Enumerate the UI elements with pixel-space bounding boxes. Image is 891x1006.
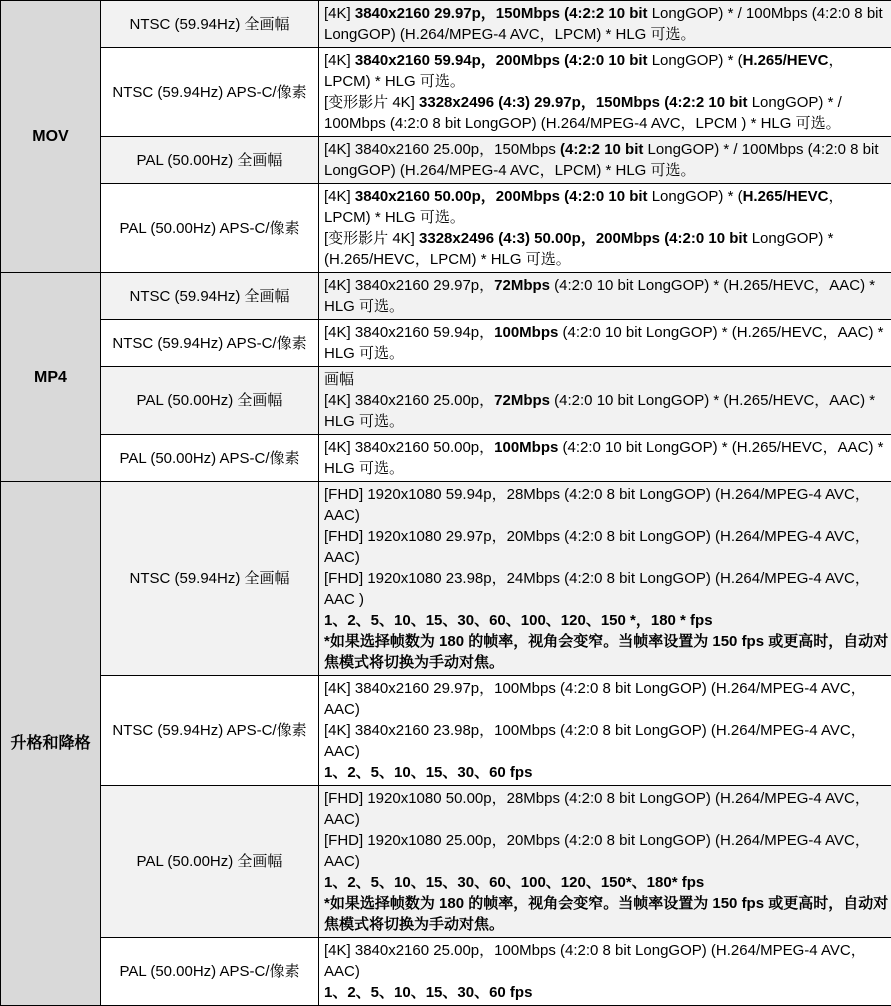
spec-cell [319,367,891,435]
spec-line: [变形影片 4K] 3328x2496 (4:3) 50.00p，200Mbps (4:2:0 10 bit LongGOP) * (H.265/HEVC，LPCM) * HLG 可选。 [324,228,889,270]
spec-line: [4K] 3840x2160 50.00p，100Mbps (4:2:0 10 bit LongGOP) * (H.265/HEVC，AAC) * HLG 可选。 [324,437,889,479]
table-row [1,184,891,273]
spec-cell [319,938,891,1006]
spec-cell [319,435,891,482]
mode-cell: PAL (50.00Hz) 全画幅 [101,367,319,435]
spec-line: [FHD] 1920x1080 25.00p，20Mbps (4:2:0 8 bit LongGOP) (H.264/MPEG-4 AVC，AAC) [324,830,889,872]
table-row [1,482,891,676]
spec-line: 画幅 [324,369,889,390]
spec-line: [4K] 3840x2160 59.94p，200Mbps (4:2:0 10 bit LongGOP) * (H.265/HEVC，LPCM) * HLG 可选。 [324,50,889,92]
spec-line: [FHD] 1920x1080 23.98p，24Mbps (4:2:0 8 bit LongGOP) (H.264/MPEG-4 AVC，AAC ) [324,568,889,610]
table-row [1,435,891,482]
mode-cell: NTSC (59.94Hz) 全画幅 [101,273,319,320]
spec-line: [4K] 3840x2160 29.97p，72Mbps (4:2:0 10 bit LongGOP) * (H.265/HEVC，AAC) * HLG 可选。 [324,275,889,317]
spec-cell [319,1,891,48]
table-row [1,938,891,1006]
spec-cell [319,184,891,273]
spec-line: [变形影片 4K] 3328x2496 (4:3) 29.97p，150Mbps (4:2:2 10 bit LongGOP) * / 100Mbps (4:2:0 8 bit LongGOP) (H.264/MPEG-4 AVC，LPCM ) * HLG 可选。 [324,92,889,134]
spec-line: [4K] 3840x2160 25.00p，72Mbps (4:2:0 10 bit LongGOP) * (H.265/HEVC，AAC) * HLG 可选。 [324,390,889,432]
spec-cell [319,273,891,320]
spec-cell [319,786,891,938]
spec-line: [4K] 3840x2160 29.97p，150Mbps (4:2:2 10 bit LongGOP) * / 100Mbps (4:2:0 8 bit LongGOP) (H.264/MPEG-4 AVC，LPCM) * HLG 可选。 [324,3,889,45]
mode-cell: PAL (50.00Hz) APS-C/像素 [101,184,319,273]
spec-line: 1、2、5、10、15、30、60 fps [324,762,889,783]
spec-cell [319,48,891,137]
mode-cell: PAL (50.00Hz) 全画幅 [101,137,319,184]
spec-line: [FHD] 1920x1080 59.94p，28Mbps (4:2:0 8 bit LongGOP) (H.264/MPEG-4 AVC，AAC) [324,484,889,526]
spec-line: [FHD] 1920x1080 50.00p，28Mbps (4:2:0 8 bit LongGOP) (H.264/MPEG-4 AVC，AAC) [324,788,889,830]
spec-cell [319,137,891,184]
spec-line: [4K] 3840x2160 59.94p，100Mbps (4:2:0 10 bit LongGOP) * (H.265/HEVC，AAC) * HLG 可选。 [324,322,889,364]
table-row [1,1,891,48]
spec-line: 1、2、5、10、15、30、60 fps [324,982,889,1003]
table-row [1,273,891,320]
table-body [1,1,891,1006]
table-row [1,367,891,435]
mode-cell: NTSC (59.94Hz) APS-C/像素 [101,676,319,786]
mode-cell: NTSC (59.94Hz) 全画幅 [101,482,319,676]
spec-line: 1、2、5、10、15、30、60、100、120、150*、180* fps [324,872,889,893]
table-row [1,676,891,786]
spec-line: 1、2、5、10、15、30、60、100、120、150 *，180 * fps [324,610,889,631]
spec-cell [319,482,891,676]
mode-cell: PAL (50.00Hz) APS-C/像素 [101,938,319,1006]
spec-line: *如果选择帧数为 180 的帧率，视角会变窄。当帧率设置为 150 fps 或更高时，自动对焦模式将切换为手动对焦。 [324,893,889,935]
spec-line: [4K] 3840x2160 50.00p，200Mbps (4:2:0 10 bit LongGOP) * (H.265/HEVC，LPCM) * HLG 可选。 [324,186,889,228]
group-label-cell: 升格和降格 [1,482,101,1006]
spec-line: [4K] 3840x2160 25.00p，150Mbps (4:2:2 10 bit LongGOP) * / 100Mbps (4:2:0 8 bit LongGOP) (H.264/MPEG-4 AVC，LPCM) * HLG 可选。 [324,139,889,181]
mode-cell: NTSC (59.94Hz) APS-C/像素 [101,320,319,367]
mode-cell: PAL (50.00Hz) 全画幅 [101,786,319,938]
table-row [1,320,891,367]
table-row [1,48,891,137]
mode-cell: NTSC (59.94Hz) 全画幅 [101,1,319,48]
spec-line: *如果选择帧数为 180 的帧率，视角会变窄。当帧率设置为 150 fps 或更高时，自动对焦模式将切换为手动对焦。 [324,631,889,673]
mode-cell: PAL (50.00Hz) APS-C/像素 [101,435,319,482]
group-label-cell: MOV [1,1,101,273]
table-row [1,137,891,184]
spec-cell [319,320,891,367]
table-row [1,786,891,938]
spec-line: [FHD] 1920x1080 29.97p，20Mbps (4:2:0 8 bit LongGOP) (H.264/MPEG-4 AVC，AAC) [324,526,889,568]
mode-cell: NTSC (59.94Hz) APS-C/像素 [101,48,319,137]
spec-cell [319,676,891,786]
spec-line: [4K] 3840x2160 23.98p，100Mbps (4:2:0 8 bit LongGOP) (H.264/MPEG-4 AVC，AAC) [324,720,889,762]
spec-line: [4K] 3840x2160 25.00p，100Mbps (4:2:0 8 bit LongGOP) (H.264/MPEG-4 AVC，AAC) [324,940,889,982]
spec-line: [4K] 3840x2160 29.97p，100Mbps (4:2:0 8 bit LongGOP) (H.264/MPEG-4 AVC，AAC) [324,678,889,720]
group-label-cell: MP4 [1,273,101,482]
